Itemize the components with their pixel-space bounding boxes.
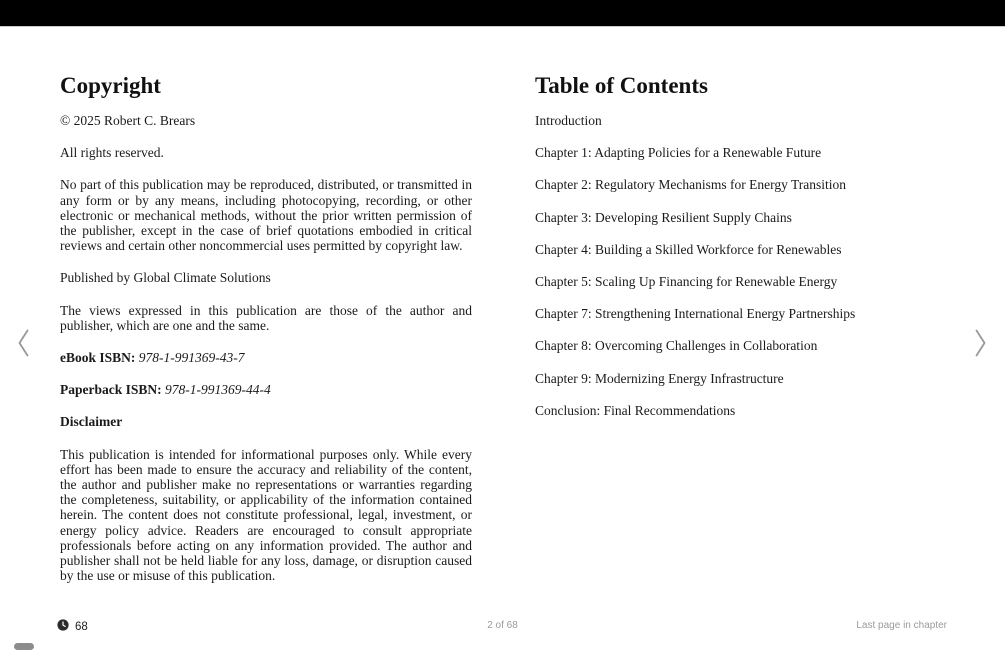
toc-entry[interactable]: Chapter 3: Developing Resilient Supply Chains [535, 209, 792, 225]
toc-entry[interactable]: Chapter 2: Regulatory Mechanisms for Energy Transition [535, 177, 846, 193]
paperback-isbn-value: 978-1-991369-44-4 [165, 382, 271, 398]
toc-entry[interactable]: Chapter 5: Scaling Up Financing for Renewable Energy [535, 274, 838, 290]
time-left-count: 68 [75, 621, 88, 633]
previous-page-button[interactable] [10, 325, 36, 361]
toc-list [535, 113, 955, 418]
views-paragraph: The views expressed in this publication are those of the author and publisher, which are one and the same. [60, 302, 472, 333]
rights-reserved-line: All rights reserved. [60, 145, 164, 161]
paperback-isbn-label: Paperback ISBN: [60, 382, 162, 398]
copyright-page [60, 73, 472, 600]
ebook-isbn-value: 978-1-991369-43-7 [138, 350, 245, 366]
copyright-page-title: Copyright [60, 73, 161, 98]
paperback-isbn-line [60, 382, 472, 397]
top-chrome-bar [0, 0, 1005, 27]
bottom-drag-handle[interactable] [14, 643, 34, 650]
disclaimer-paragraph: This publication is intended for informational purposes only. While every effort has been made to ensure the accuracy and reliability of the content, the author and publisher make no representations or warranties regarding the completeness, suitability, or applicability of the information contained herein. The content does not constitute professional, legal, investment, or energy policy advice. Readers are encouraged to consult appropriate professionals before acting on any information provided. The author and publisher shall not be held liable for any loss, damage, or disruption caused by the use or misuse of this publication. [60, 446, 472, 584]
permission-paragraph: No part of this publication may be reproduced, distributed, or transmitted in any form or by any means, including photocopying, recording, or other electronic or mechanical methods, without the prior written permission of the publisher, except in the case of brief quotations embodied in critical reviews and certain other noncommercial uses permitted by copyright law. [60, 177, 472, 254]
copyright-line: © 2025 Robert C. Brears [60, 113, 196, 128]
toc-entry[interactable]: Chapter 1: Adapting Policies for a Renewable Future [535, 145, 822, 161]
toc-entry[interactable]: Chapter 9: Modernizing Energy Infrastructure [535, 370, 784, 386]
chevron-right-icon [974, 328, 988, 358]
reading-area [0, 28, 1005, 654]
table-of-contents-page [535, 73, 955, 435]
toc-title: Table of Contents [535, 73, 708, 98]
next-page-button[interactable] [968, 325, 994, 361]
toc-entry[interactable]: Chapter 4: Building a Skilled Workforce for Renewables [535, 241, 842, 257]
toc-entry[interactable]: Chapter 7: Strengthening International Energy Partnerships [535, 306, 856, 322]
reader-footer [0, 618, 1005, 636]
ebook-isbn-label: eBook ISBN: [60, 350, 136, 366]
chapter-status-label: Last page in chapter [856, 620, 947, 631]
publisher-line: Published by Global Climate Solutions [60, 270, 271, 286]
page-position-indicator: 2 of 68 [487, 620, 518, 631]
toc-entry[interactable]: Conclusion: Final Recommendations [535, 402, 736, 418]
chevron-left-icon [16, 328, 30, 358]
ebook-isbn-line [60, 350, 472, 365]
toc-entry[interactable]: Introduction [535, 113, 602, 128]
disclaimer-heading: Disclaimer [60, 414, 123, 430]
toc-entry[interactable]: Chapter 8: Overcoming Challenges in Collaboration [535, 338, 818, 354]
